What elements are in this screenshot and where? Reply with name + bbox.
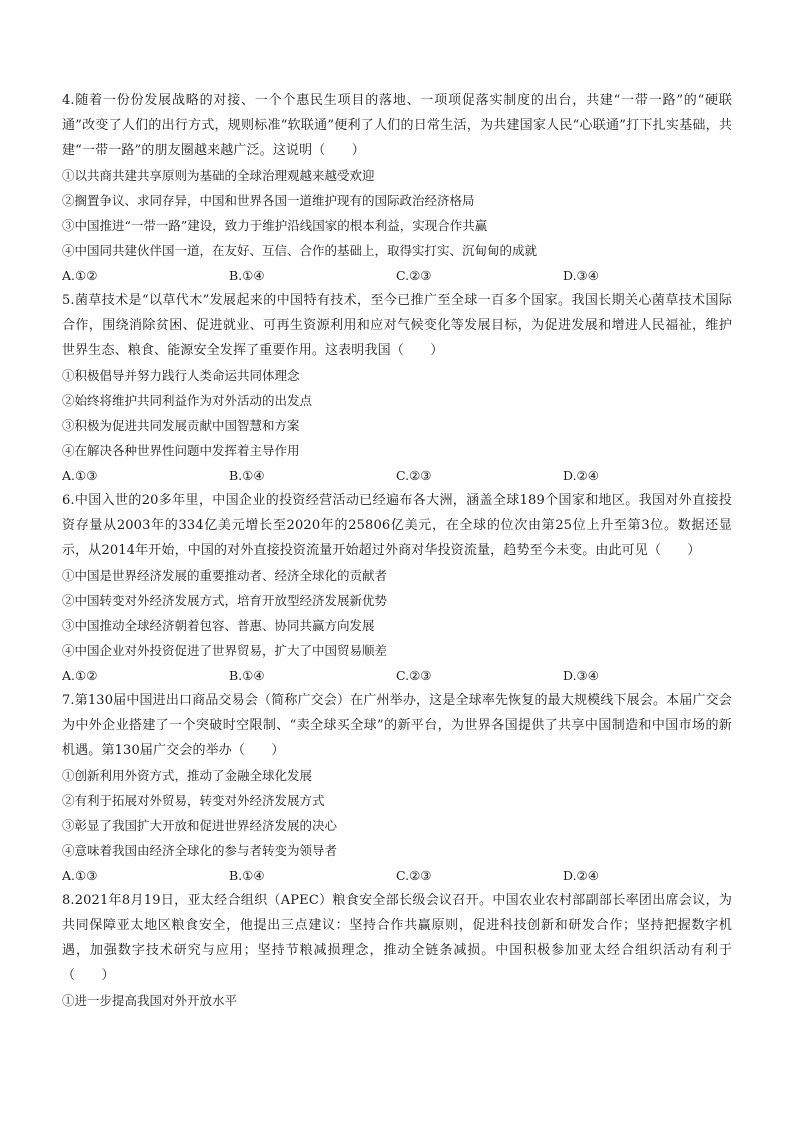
answer-c: C.②③ xyxy=(396,668,432,683)
choice-option: ④中国企业对外投资促进了世界贸易，扩大了中国贸易顺差 xyxy=(62,643,388,658)
answer-b: B.①④ xyxy=(229,668,265,683)
choice-option: ②始终将维护共同利益作为对外活动的出发点 xyxy=(62,393,313,408)
question-5 xyxy=(62,288,732,488)
choice-option: ④在解决各种世界性问题中发挥着主导作用 xyxy=(62,443,300,458)
question-stem: 8.2021年8月19日，亚太经合组织（APEC）粮食安全部长级会议召开。中国农业农村部副部长率团出席会议，为共同保障亚太地区粮食安全，他提出三点建议：坚持合作共赢原则，促进科技创新和研发合作；坚持把握数字机遇，加强数字技术研究与应用；坚持节粮减损理念，推动全链条减损。中国积极参加亚太经合组织活动有利于（ ） xyxy=(62,893,732,983)
choice-option: ③中国推动全球经济朝着包容、普惠、协同共赢方向发展 xyxy=(62,618,375,633)
choice-option: ③彰显了我国扩大开放和促进世界经济发展的决心 xyxy=(62,818,338,833)
answer-choices xyxy=(62,263,732,288)
answer-a: A.①③ xyxy=(62,868,98,883)
answer-choices xyxy=(62,463,732,488)
question-7 xyxy=(62,688,732,888)
choice-option: ④中国同共建伙伴国一道，在友好、互信、合作的基础上，取得实打实、沉甸甸的成就 xyxy=(62,243,538,258)
choice-option: ①创新利用外资方式，推动了金融全球化发展 xyxy=(62,768,313,783)
question-stem: 4.随着一份份发展战略的对接、一个个惠民生项目的落地、一项项促落实制度的出台，共建“一带一路”的“硬联通”改变了人们的出行方式，规则标准“软联通”便利了人们的日常生活，为共建国家人民“心联通”打下扎实基础，共建“一带一路”的朋友圈越来越广泛。这说明（ ） xyxy=(62,93,732,158)
choice-option: ①中国是世界经济发展的重要推动者、经济全球化的贡献者 xyxy=(62,568,388,583)
answer-a: A.①② xyxy=(62,268,98,283)
choice-option: ①积极倡导并努力践行人类命运共同体理念 xyxy=(62,368,300,383)
answer-d: D.②④ xyxy=(563,468,599,483)
question-stem: 7.第130届中国进出口商品交易会（简称广交会）在广州举办，这是全球率先恢复的最大规模线下展会。本届广交会为中外企业搭建了一个突破时空限制、“卖全球买全球”的新平台，为世界各国提供了共享中国制造和中国市场的新机遇。第130届广交会的举办（ ） xyxy=(62,693,732,758)
answer-choices xyxy=(62,863,732,888)
choice-option: ①进一步提高我国对外开放水平 xyxy=(62,993,238,1008)
answer-c: C.②③ xyxy=(396,268,432,283)
answer-d: D.③④ xyxy=(563,668,599,683)
answer-a: A.①③ xyxy=(62,468,98,483)
answer-d: D.③④ xyxy=(563,268,599,283)
answer-c: C.②③ xyxy=(396,468,432,483)
answer-choices xyxy=(62,663,732,688)
answer-d: D.②④ xyxy=(563,868,599,883)
question-4 xyxy=(62,88,732,288)
choice-option: ②有利于拓展对外贸易，转变对外经济发展方式 xyxy=(62,793,325,808)
exam-page xyxy=(62,88,732,1013)
choice-option: ③积极为促进共同发展贡献中国智慧和方案 xyxy=(62,418,300,433)
answer-c: C.②③ xyxy=(396,868,432,883)
question-stem: 6.中国入世的20多年里，中国企业的投资经营活动已经遍布各大洲，涵盖全球189个国家和地区。我国对外直接投资存量从2003年的334亿美元增长至2020年的25806亿美元，在全球的位次由第25位上升至第3位。数据还显示，从2014年开始，中国的对外直接投资流量开始超过外商对华投资流量，趋势至今未变。由此可见（ ） xyxy=(62,493,732,558)
answer-b: B.①④ xyxy=(229,268,265,283)
question-stem: 5.菌草技术是“以草代木”发展起来的中国特有技术，至今已推广至全球一百多个国家。我国长期关心菌草技术国际合作，围绕消除贫困、促进就业、可再生资源利用和应对气候变化等发展目标，为促进发展和增进人民福祉，维护世界生态、粮食、能源安全发挥了重要作用。这表明我国（ ） xyxy=(62,293,732,358)
choice-option: ④意味着我国由经济全球化的参与者转变为领导者 xyxy=(62,843,338,858)
choice-option: ②中国转变对外经济发展方式，培育开放型经济发展新优势 xyxy=(62,593,388,608)
answer-b: B.①④ xyxy=(229,868,265,883)
question-8 xyxy=(62,888,732,1013)
answer-a: A.①② xyxy=(62,668,98,683)
question-6 xyxy=(62,488,732,688)
choice-option: ③中国推进“一带一路”建设，致力于维护沿线国家的根本利益，实现合作共赢 xyxy=(62,218,488,233)
choice-option: ②搁置争议、求同存异，中国和世界各国一道维护现有的国际政治经济格局 xyxy=(62,193,475,208)
answer-b: B.①④ xyxy=(229,468,265,483)
choice-option: ①以共商共建共享原则为基础的全球治理观越来越受欢迎 xyxy=(62,168,375,183)
